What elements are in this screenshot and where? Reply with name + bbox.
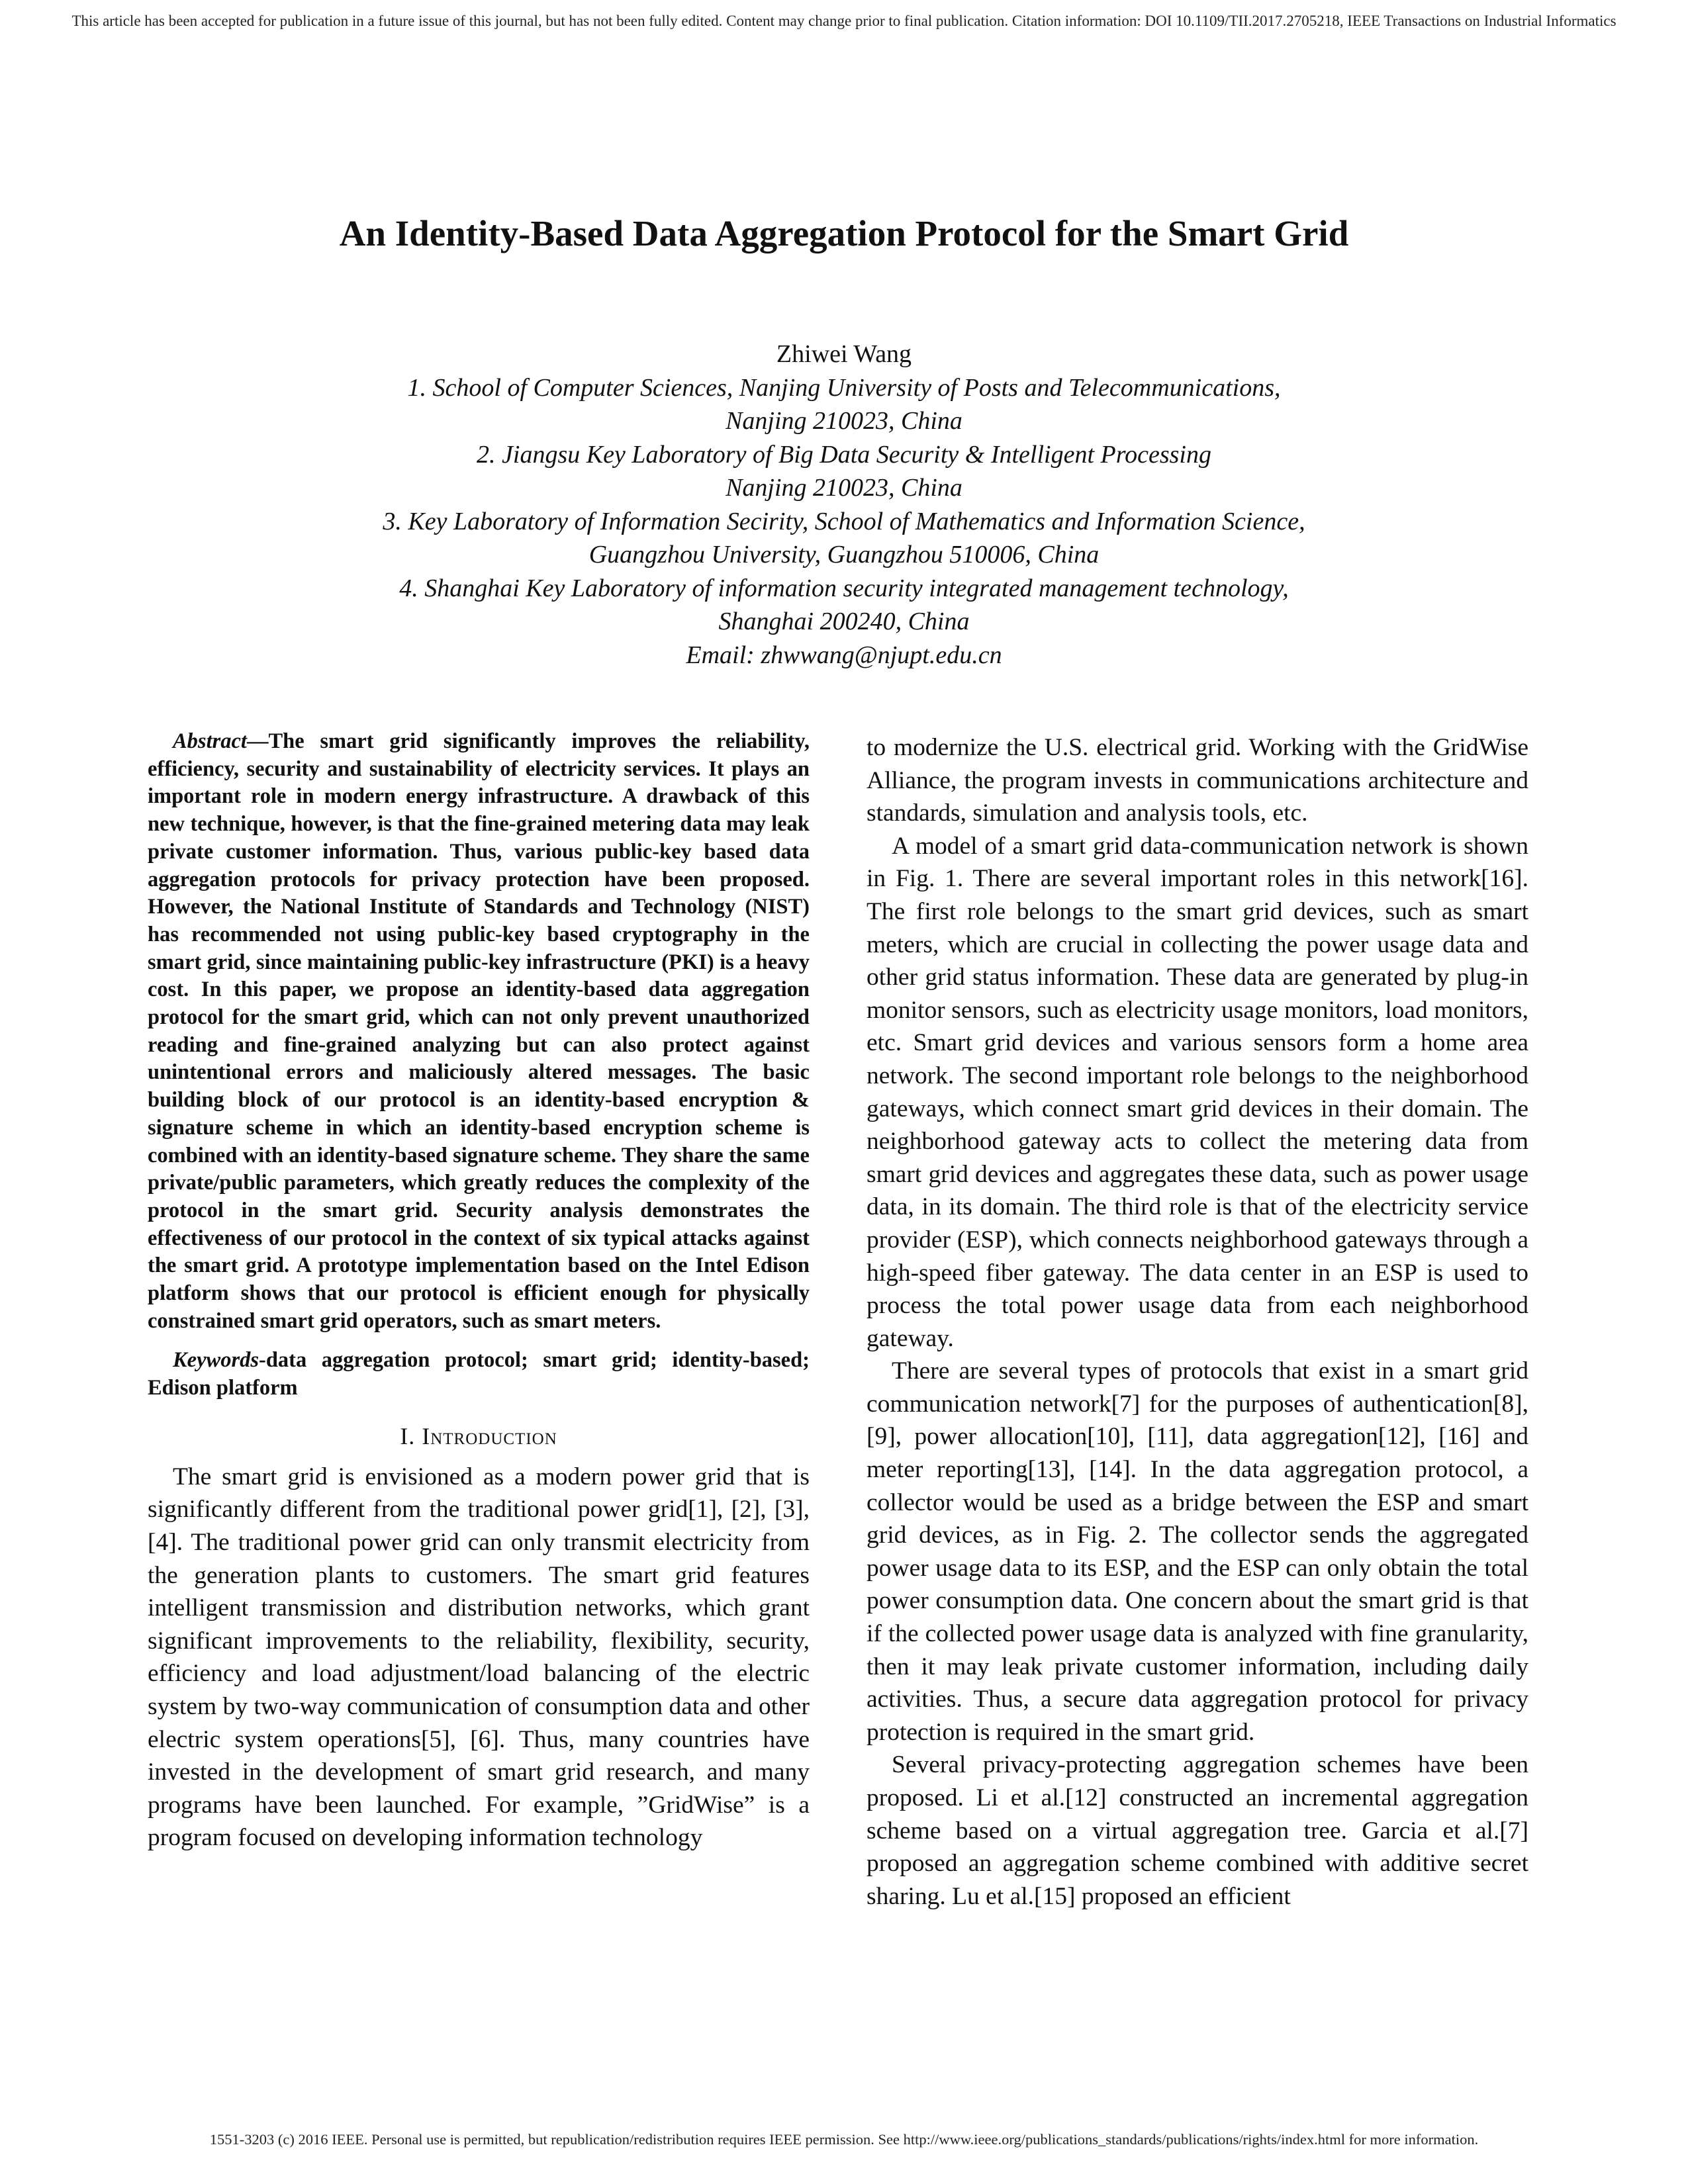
affiliation-line: Nanjing 210023, China (726, 474, 962, 502)
abstract-text: —The smart grid significantly improves the reliability, efficiency, security and sustainability of electricity services. It plays an important role in modern energy infrastructure. A drawback of this new technique, however, is that the fine-grained metering data may leak private customer information. Thus, various public-key based data aggregation protocols for privacy protection have been proposed. However, the National Institute of Standards and Technology (NIST) has recommended not using public-key based cryptography in the smart grid, since maintaining public-key infrastructure (PKI) is a heavy cost. In this paper, we propose an identity-based data aggregation protocol for the smart grid, which can not only prevent unauthorized reading and fine-grained analyzing but can also protect against unintentional errors and maliciously altered messages. The basic building block of our protocol is an identity-based encryption & signature scheme in which an identity-based encryption scheme is combined with an identity-based signature scheme. They share the same private/public parameters, which greatly reduces the complexity of the protocol in the smart grid. Security analysis demonstrates the effectiveness of our protocol in the context of six typical attacks against the smart grid. A prototype implementation based on the Intel Edison platform shows that our protocol is efficient enough for physically constrained smart grid operators, such as smart meters. (148, 729, 810, 1333)
body-paragraph: There are several types of protocols that exist in a smart grid communication network[7] for the purposes of authentication[8], [9], power allocation[10], [11], data aggregation[12], [16] and meter reporting[13], [14]. In the data aggregation protocol, a collector would be used as a bridge between the ESP and smart grid devices, as in Fig. 2. The collector sends the aggregated power usage data to its ESP, and the ESP can only obtain the total power consumption data. One concern about the smart grid is that if the collected power usage data is analyzed with fine granularity, then it may leak private customer information, including daily activities. Thus, a secure data aggregation protocol for privacy protection is required in the smart grid. (867, 1357, 1528, 1746)
author-name: Zhiwei Wang (776, 340, 912, 368)
keywords-text: -data aggregation protocol; smart grid; identity-based; Edison platform (148, 1348, 810, 1400)
body-paragraph: Several privacy-protecting aggregation schemes have been proposed. Li et al.[12] constructed an incremental aggregation scheme based on a virtual aggregation tree. Garcia et al.[7] proposed an aggregation scheme combined with additive secret sharing. Lu et al.[15] proposed an efficient (867, 1751, 1528, 1910)
author-email: Email: zhwwang@njupt.edu.cn (686, 641, 1002, 669)
affiliation-line: 4. Shanghai Key Laboratory of information security integrated management technology, (399, 574, 1289, 602)
body-paragraph: A model of a smart grid data-communication network is shown in Fig. 1. There are several important roles in this network[16]. The first role belongs to the smart grid devices, such as smart meters, which are crucial in collecting the power usage data and other grid status information. These data are generated by plug-in monitor sensors, such as electricity usage monitors, load monitors, etc. Smart grid devices and various sensors form a home area network. The second important role belongs to the neighborhood gateways, which connect smart grid devices in their domain. The neighborhood gateway acts to collect the metering data from smart grid devices and aggregates these data, such as power usage data, in its domain. The third role is that of the electricity service provider (ESP), which connects neighborhood gateways through a high-speed fiber gateway. The data center in an ESP is used to process the total power usage data from each neighborhood gateway. (867, 832, 1528, 1352)
affiliation-line: 3. Key Laboratory of Information Secirity, School of Mathematics and Information Science, (383, 507, 1305, 535)
keywords-lead: Keywords (173, 1348, 259, 1373)
section-heading-introduction: I. Introduction (400, 1422, 557, 1449)
affiliation-line: 1. School of Computer Sciences, Nanjing University of Posts and Telecommunications, (407, 373, 1281, 402)
paper-title: An Identity-Based Data Aggregation Protocol for the Smart Grid (339, 213, 1349, 253)
affiliation-line: 2. Jiangsu Key Laboratory of Big Data Security & Intelligent Processing (477, 440, 1211, 469)
affiliation-line: Nanjing 210023, China (726, 407, 962, 435)
publication-notice: This article has been accepted for publication in a future issue of this journal, but has not been fully edited. Content may change prior to final publication. Citation information: DOI 10.1109/TII.2017.2705218, IEEE Transactions on Industrial Informatics (71, 13, 1617, 29)
continued-paragraph: to modernize the U.S. electrical grid. Working with the GridWise Alliance, the program invests in communications architecture and standards, simulation and analysis tools, etc. (867, 734, 1528, 827)
left-column (148, 728, 810, 1854)
affiliation-line: Shanghai 200240, China (718, 608, 970, 635)
copyright-footer: 1551-3203 (c) 2016 IEEE. Personal use is permitted, but republication/redistribution requires IEEE permission. See http://www.ieee.org/publications_standards/publications/rights/index.html for more information. (209, 2131, 1479, 2148)
intro-paragraph: The smart grid is envisioned as a modern power grid that is significantly different from the traditional power grid[1], [2], [3], [4]. The traditional power grid can only transmit electricity from the generation plants to customers. The smart grid features intelligent transmission and distribution networks, which grant significant improvements to the reliability, flexibility, security, efficiency and load adjustment/load balancing of the electric system by two-way communication of consumption data and other electric system operations[5], [6]. Thus, many countries have invested in the development of smart grid research, and many programs have been launched. For example, ”GridWise” is a program focused on developing information technology (148, 1463, 810, 1852)
affiliation-line: Guangzhou University, Guangzhou 510006, China (588, 541, 1100, 569)
keywords (148, 1347, 810, 1402)
right-column (867, 731, 1528, 1913)
author-block (199, 338, 1489, 672)
abstract-lead: Abstract (173, 729, 247, 753)
abstract (148, 728, 810, 1335)
